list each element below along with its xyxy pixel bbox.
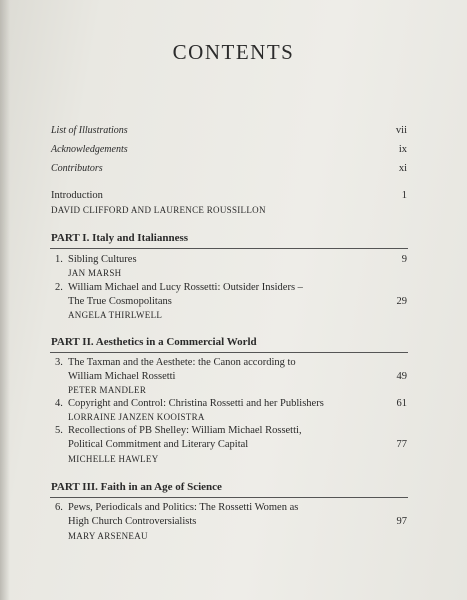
toc-entry-label: Acknowledgements xyxy=(51,144,128,155)
chapter-number: 6. xyxy=(55,502,63,513)
part-heading: PART I. Italy and Italianness xyxy=(51,232,189,244)
chapter-page: 49 xyxy=(396,371,407,382)
toc-entry-label: Contributors xyxy=(51,163,103,174)
toc-entry-label: List of Illustrations xyxy=(51,125,128,136)
chapter-title-line: The True Cosmopolitans xyxy=(68,296,172,307)
chapter-number: 2. xyxy=(55,282,63,293)
chapter-author: MICHELLE HAWLEY xyxy=(68,454,159,464)
part-heading: PART III. Faith in an Age of Science xyxy=(51,481,222,493)
chapter-number: 5. xyxy=(55,425,63,436)
chapter-title-line: Recollections of PB Shelley: William Michael Rossetti, xyxy=(68,425,302,436)
chapter-title-line: High Church Controversialists xyxy=(68,516,197,527)
chapter-number: 1. xyxy=(55,254,63,265)
page-spine-shadow xyxy=(0,0,10,600)
toc-entry-author: DAVID CLIFFORD AND LAURENCE ROUSSILLON xyxy=(51,205,266,215)
chapter-title-line: William Michael Rossetti xyxy=(68,371,176,382)
part-rule xyxy=(50,248,408,249)
chapter-author: LORRAINE JANZEN KOOISTRA xyxy=(68,412,205,422)
chapter-title-line: Political Commitment and Literary Capital xyxy=(68,439,249,450)
part-rule xyxy=(50,497,408,498)
chapter-author: PETER MANDLER xyxy=(68,385,147,395)
toc-entry-page: ix xyxy=(398,144,407,155)
toc-entry-page: xi xyxy=(398,163,407,174)
chapter-page: 77 xyxy=(396,439,407,450)
chapter-author: ANGELA THIRLWELL xyxy=(68,310,163,320)
toc-entry-page: 1 xyxy=(401,190,407,201)
chapter-page: 9 xyxy=(401,254,407,265)
chapter-page: 97 xyxy=(396,516,407,527)
chapter-title-line: Sibling Cultures xyxy=(68,254,137,265)
chapter-page: 61 xyxy=(396,398,407,409)
toc-entry-page: vii xyxy=(395,125,407,136)
chapter-number: 4. xyxy=(55,398,63,409)
chapter-title-line: Copyright and Control: Christina Rossetti and her Publishers xyxy=(68,398,324,409)
chapter-author: JAN MARSH xyxy=(68,268,122,278)
page-title: CONTENTS xyxy=(172,40,295,64)
chapter-title-line: William Michael and Lucy Rossetti: Outsider Insiders – xyxy=(68,282,303,293)
toc-entry-label: Introduction xyxy=(51,190,103,201)
chapter-number: 3. xyxy=(55,357,63,368)
chapter-author: MARY ARSENEAU xyxy=(68,531,148,541)
chapter-title-line: Pews, Periodicals and Politics: The Rossetti Women as xyxy=(68,502,299,513)
chapter-title-line: The Taxman and the Aesthete: the Canon according to xyxy=(68,357,296,368)
part-heading: PART II. Aesthetics in a Commercial World xyxy=(51,336,257,348)
part-rule xyxy=(50,352,408,353)
chapter-page: 29 xyxy=(396,296,407,307)
